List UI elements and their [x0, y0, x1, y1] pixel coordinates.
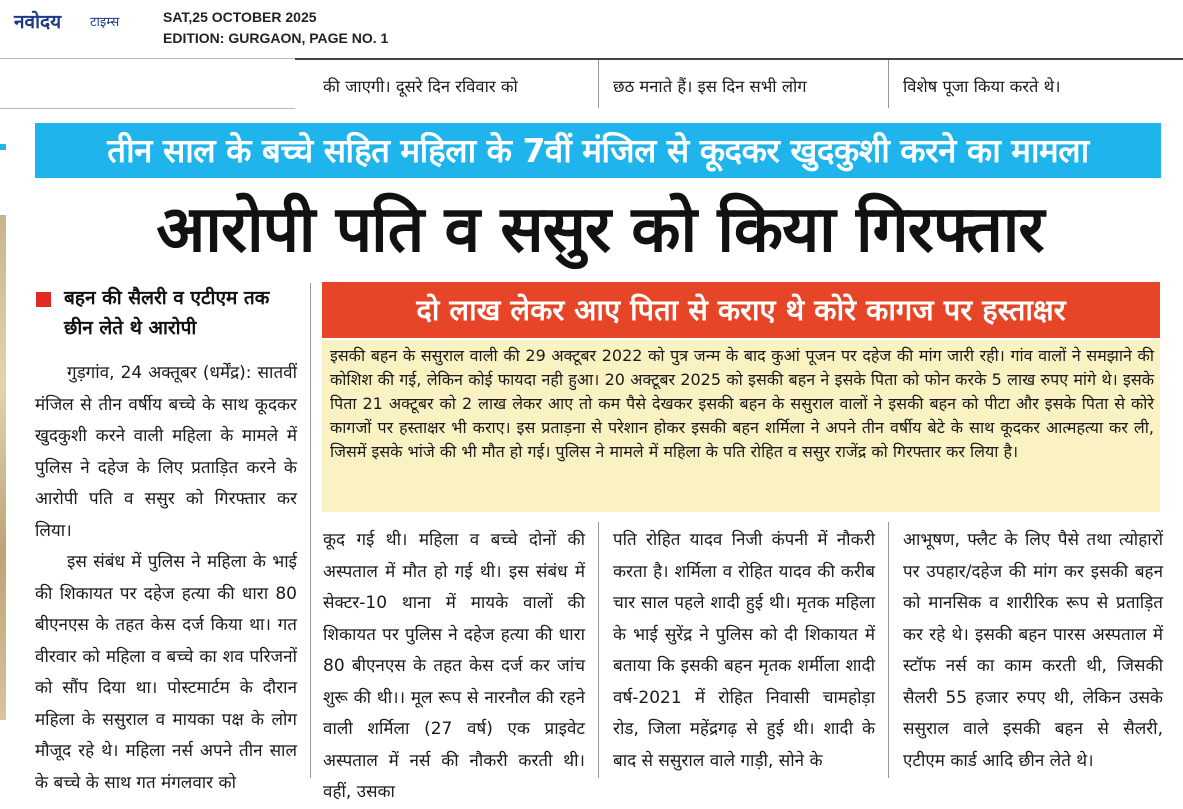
logo-main: नवोदय	[14, 11, 62, 33]
body-column-2: कूद गई थी। महिला व बच्चे दोनों की अस्पताल में मौत हो गई थी। इस संबंध में सेक्टर-10 थाना में मायके वालों की शिकायत पर पुलिस ने दहेज हत्या की धारा 80 बीएनएस के तहत केस दर्ज कर जांच शुरू की थी।। मूल रूप से नारनौल की रहने वाली शर्मिला (27 वर्ष) एक प्राइवेट अस्पताल में नर्स की नौकरी करती थी। वहीं, उसका	[323, 530, 585, 802]
highlight-bullet: बहन की सैलरी व एटीएम तक छीन लेते थे आरोपी	[64, 287, 270, 339]
edge-marker	[0, 144, 6, 150]
divider	[0, 58, 295, 59]
column-rule	[598, 522, 599, 778]
body-paragraph: इस संबंध में पुलिस ने महिला के भाई की शिकायत पर दहेज हत्या की धारा 80 बीएनएस के तहत केस दर्ज किया था। गत वीरवार को महिला व बच्चे का शव परिजनों को सौंप दिया था। पोस्टमार्टम के दौरान महिला के ससुराल व मायका पक्ष के लोग मौजूद रहे थे। महिला नर्स अपने तीन साल के बच्चे के साथ गत मंगलवार को	[35, 552, 297, 793]
newspaper-logo	[14, 8, 138, 34]
column-rule	[888, 60, 889, 108]
divider	[0, 108, 295, 109]
column-rule	[310, 283, 311, 778]
prev-article-snippet: की जाएगी। दूसरे दिन रविवार को	[323, 77, 518, 96]
column-rule	[598, 60, 599, 108]
body-paragraph: गुड़गांव, 24 अक्तूबर (धर्मेंद्र): सातवीं मंजिल से तीन वर्षीय बच्चे के साथ कूदकर खुदकुशी करने वाली महिला के मामले में पुलिस ने दहेज के लिए प्रताड़ित करने के आरोपी पति व ससुर को गिरफ्तार कर लिया।	[35, 363, 297, 541]
body-column-4: आभूषण, फ्लैट के लिए पैसे तथा त्योहारों पर उपहार/दहेज की मांग कर इसकी बहन को मानसिक व शारीरिक रूप से प्रताड़ित कर रहे थे। इसकी बहन पारस अस्पताल में स्टॉफ नर्स का काम करती थी, जिसकी सैलरी 55 हजार रुपए थी, लेकिन उसके ससुराल वाले इसकी बहन से सैलरी, एटीएम कार्ड आदि छीन लेते थे।	[903, 530, 1163, 771]
column-rule	[888, 522, 889, 778]
subheadline: दो लाख लेकर आए पिता से कराए थे कोरे कागज पर हस्ताक्षर	[416, 293, 1066, 327]
edition-date: SAT,25 OCTOBER 2025	[163, 9, 317, 25]
edition-page: EDITION: GURGAON, PAGE NO. 1	[163, 30, 389, 46]
adjacent-photo	[0, 215, 6, 720]
prev-article-snippet: विशेष पूजा किया करते थे।	[903, 77, 1061, 96]
summary-text: इसकी बहन के ससुराल वाली की 29 अक्टूबर 2022 को पुत्र जन्म के बाद कुआं पूजन पर दहेज की मांग जारी रही। गांव वालों ने समझाने की कोशिश की गई, लेकिन कोई फायदा नही हुआ। 20 अक्टूबर 2025 को इसकी बहन ने इसके पिता को फोन करके 5 लाख रुपए मांगे थे। इसके पिता 21 अक्टूबर को 2 लाख लेकर आए तो कम पैसे देखकर इसकी बहन के ससुराल वालों ने इसकी बहन को पीटा और इसके पिता से कोरे कागजों पर हस्ताक्षर भी कराए। इस प्रताड़ना से परेशान होकर इसकी बहन शर्मिला ने अपने तीन वर्षीय बेटे के साथ कूदकर आत्महत्या कर ली, जिसमें इसके भांजे की भी मौत हो गई। पुलिस ने मामले में महिला के पति रोहित व ससुर राजेंद्र को गिरफ्तार कर लिया है।	[330, 346, 1154, 461]
kicker: तीन साल के बच्चे सहित महिला के 7वीं मंजिल से कूदकर खुदकुशी करने का मामला	[107, 131, 1089, 170]
prev-article-snippet: छठ मनाते हैं। इस दिन सभी लोग	[613, 77, 807, 96]
body-column-3: पति रोहित यादव निजी कंपनी में नौकरी करता है। शर्मिला व रोहित यादव की करीब चार साल पहले शादी हुई थी। मृतक महिला के भाई सुरेंद्र ने पुलिस को दी शिकायत में बताया कि इसकी बहन मृतक शर्मीला शादी वर्ष-2021 में रोहित निवासी चामहोड़ा रोड, जिला महेंद्रगढ़ से हुई थी। शादी के बाद से ससुराल वाले गाड़ी, सोने के	[613, 530, 875, 771]
headline: आरोपी पति व ससुर को किया गिरफ्तार	[156, 193, 1044, 267]
body-column-1	[35, 358, 297, 799]
logo-sub: टाइम्स	[90, 15, 120, 30]
bullet-square	[36, 292, 51, 307]
masthead	[0, 0, 1183, 58]
divider	[295, 58, 1183, 60]
